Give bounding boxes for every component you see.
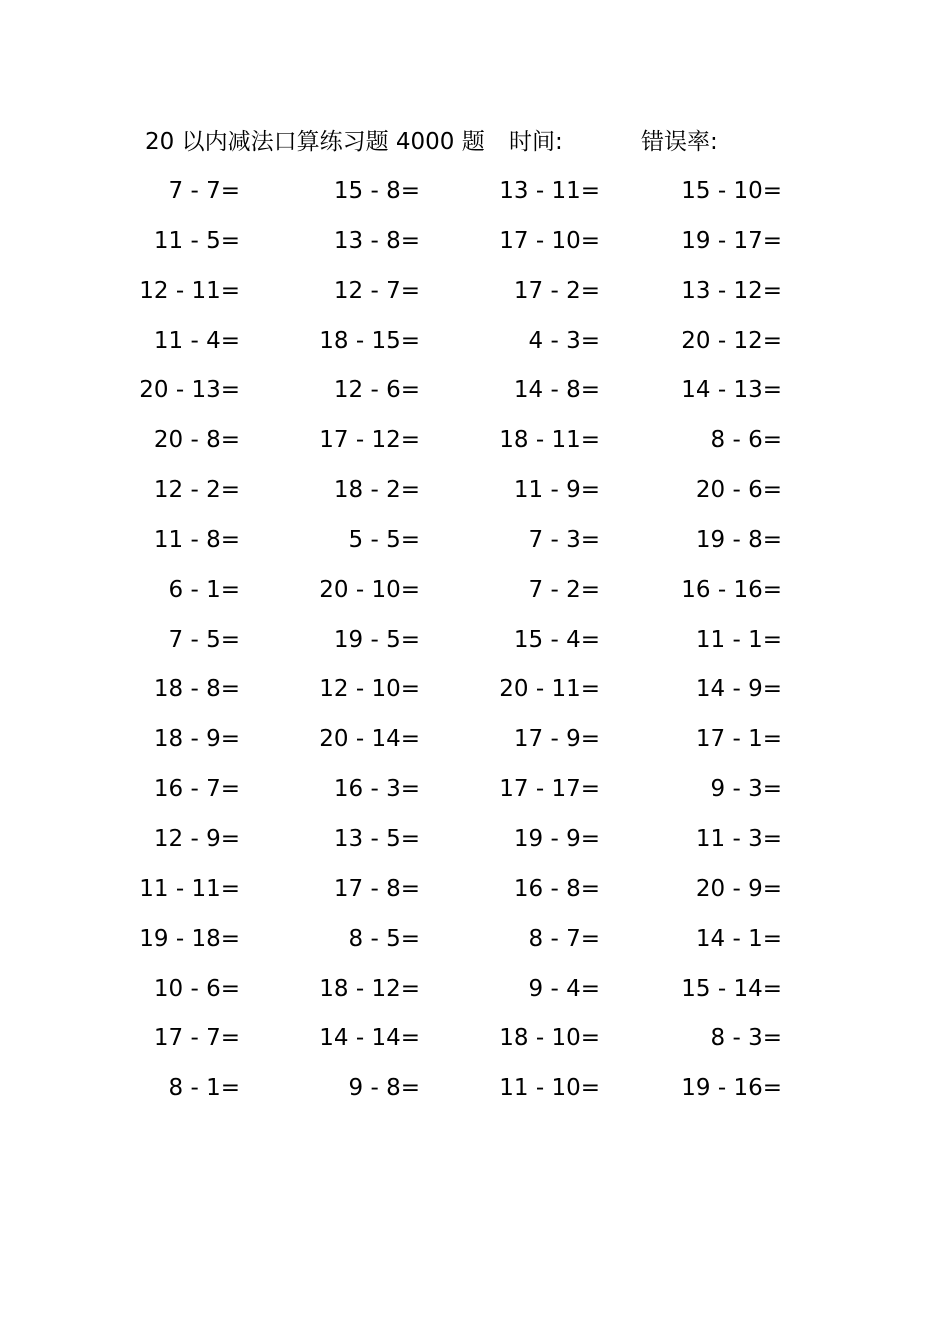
problem-row: [0, 1013, 950, 1063]
subtraction-problem: 8 - 6=: [710, 427, 782, 454]
subtraction-problem: 15 - 4=: [513, 626, 600, 653]
subtraction-problem: 20 - 13=: [139, 377, 240, 404]
subtraction-problem: 12 - 7=: [333, 277, 420, 304]
problem-row: [0, 515, 950, 565]
subtraction-problem: 7 - 2=: [528, 576, 600, 603]
worksheet-header: [0, 124, 950, 160]
subtraction-problem: 12 - 9=: [153, 825, 240, 852]
subtraction-problem: 20 - 8=: [153, 427, 240, 454]
subtraction-problem: 10 - 6=: [153, 975, 240, 1002]
problem-row: [0, 964, 950, 1014]
subtraction-problem: 14 - 13=: [681, 377, 782, 404]
subtraction-problem: 15 - 14=: [681, 975, 782, 1002]
subtraction-problem: 7 - 7=: [168, 178, 240, 204]
subtraction-problem: 8 - 7=: [528, 925, 600, 952]
subtraction-problem: 16 - 8=: [513, 875, 600, 902]
problem-grid: [0, 166, 950, 1113]
subtraction-problem: 14 - 9=: [695, 676, 782, 703]
subtraction-problem: 19 - 16=: [681, 1075, 782, 1102]
subtraction-problem: 18 - 11=: [499, 427, 600, 454]
problem-row: [0, 864, 950, 914]
subtraction-problem: 16 - 3=: [333, 776, 420, 803]
error-rate-label: 错误率:: [641, 129, 718, 155]
subtraction-problem: 20 - 10=: [319, 576, 420, 603]
subtraction-problem: 7 - 5=: [168, 626, 240, 653]
subtraction-problem: 18 - 15=: [319, 327, 420, 354]
subtraction-problem: 17 - 17=: [499, 776, 600, 803]
problem-row: [0, 316, 950, 366]
subtraction-problem: 17 - 8=: [333, 875, 420, 902]
subtraction-problem: 6 - 1=: [168, 576, 240, 603]
subtraction-problem: 11 - 8=: [153, 526, 240, 553]
subtraction-problem: 15 - 8=: [333, 178, 420, 204]
subtraction-problem: 12 - 2=: [153, 477, 240, 504]
worksheet-title: 20 以内减法口算练习题 4000 题: [145, 129, 485, 155]
problem-row: [0, 814, 950, 864]
subtraction-problem: 11 - 11=: [139, 875, 240, 902]
subtraction-problem: 13 - 8=: [333, 227, 420, 254]
subtraction-problem: 20 - 9=: [695, 875, 782, 902]
subtraction-problem: 8 - 3=: [710, 1025, 782, 1052]
subtraction-problem: 17 - 1=: [695, 726, 782, 753]
time-label: 时间:: [509, 129, 563, 155]
problem-row: [0, 714, 950, 764]
problem-row: [0, 664, 950, 714]
subtraction-problem: 12 - 10=: [319, 676, 420, 703]
subtraction-problem: 13 - 5=: [333, 825, 420, 852]
problem-row: [0, 166, 950, 216]
problem-row: [0, 415, 950, 465]
problem-row: [0, 764, 950, 814]
subtraction-problem: 19 - 5=: [333, 626, 420, 653]
subtraction-problem: 18 - 10=: [499, 1025, 600, 1052]
subtraction-problem: 20 - 12=: [681, 327, 782, 354]
subtraction-problem: 9 - 3=: [710, 776, 782, 803]
subtraction-problem: 19 - 18=: [139, 925, 240, 952]
subtraction-problem: 11 - 5=: [153, 227, 240, 254]
subtraction-problem: 11 - 9=: [513, 477, 600, 504]
subtraction-problem: 18 - 8=: [153, 676, 240, 703]
subtraction-problem: 7 - 3=: [528, 526, 600, 553]
subtraction-problem: 20 - 14=: [319, 726, 420, 753]
subtraction-problem: 11 - 3=: [695, 825, 782, 852]
subtraction-problem: 13 - 11=: [499, 178, 600, 204]
problem-row: [0, 266, 950, 316]
subtraction-problem: 12 - 11=: [139, 277, 240, 304]
subtraction-problem: 11 - 1=: [695, 626, 782, 653]
subtraction-problem: 9 - 8=: [348, 1075, 420, 1102]
subtraction-problem: 13 - 12=: [681, 277, 782, 304]
problem-row: [0, 465, 950, 515]
subtraction-problem: 20 - 6=: [695, 477, 782, 504]
subtraction-problem: 20 - 11=: [499, 676, 600, 703]
subtraction-problem: 8 - 1=: [168, 1075, 240, 1102]
subtraction-problem: 18 - 12=: [319, 975, 420, 1002]
problem-row: [0, 216, 950, 266]
problem-row: [0, 615, 950, 665]
subtraction-problem: 17 - 12=: [319, 427, 420, 454]
subtraction-problem: 16 - 16=: [681, 576, 782, 603]
subtraction-problem: 17 - 9=: [513, 726, 600, 753]
problem-row: [0, 914, 950, 964]
subtraction-problem: 16 - 7=: [153, 776, 240, 803]
subtraction-problem: 4 - 3=: [528, 327, 600, 354]
subtraction-problem: 19 - 8=: [695, 526, 782, 553]
subtraction-problem: 14 - 1=: [695, 925, 782, 952]
subtraction-problem: 17 - 7=: [153, 1025, 240, 1052]
subtraction-problem: 9 - 4=: [528, 975, 600, 1002]
subtraction-problem: 12 - 6=: [333, 377, 420, 404]
subtraction-problem: 18 - 2=: [333, 477, 420, 504]
problem-row: [0, 365, 950, 415]
subtraction-problem: 11 - 4=: [153, 327, 240, 354]
subtraction-problem: 14 - 8=: [513, 377, 600, 404]
subtraction-problem: 19 - 9=: [513, 825, 600, 852]
problem-row: [0, 1063, 950, 1113]
subtraction-problem: 15 - 10=: [681, 178, 782, 204]
subtraction-problem: 18 - 9=: [153, 726, 240, 753]
subtraction-problem: 19 - 17=: [681, 227, 782, 254]
problem-row: [0, 565, 950, 615]
subtraction-problem: 17 - 10=: [499, 227, 600, 254]
subtraction-problem: 5 - 5=: [348, 526, 420, 553]
subtraction-problem: 14 - 14=: [319, 1025, 420, 1052]
subtraction-problem: 8 - 5=: [348, 925, 420, 952]
subtraction-problem: 17 - 2=: [513, 277, 600, 304]
subtraction-problem: 11 - 10=: [499, 1075, 600, 1102]
